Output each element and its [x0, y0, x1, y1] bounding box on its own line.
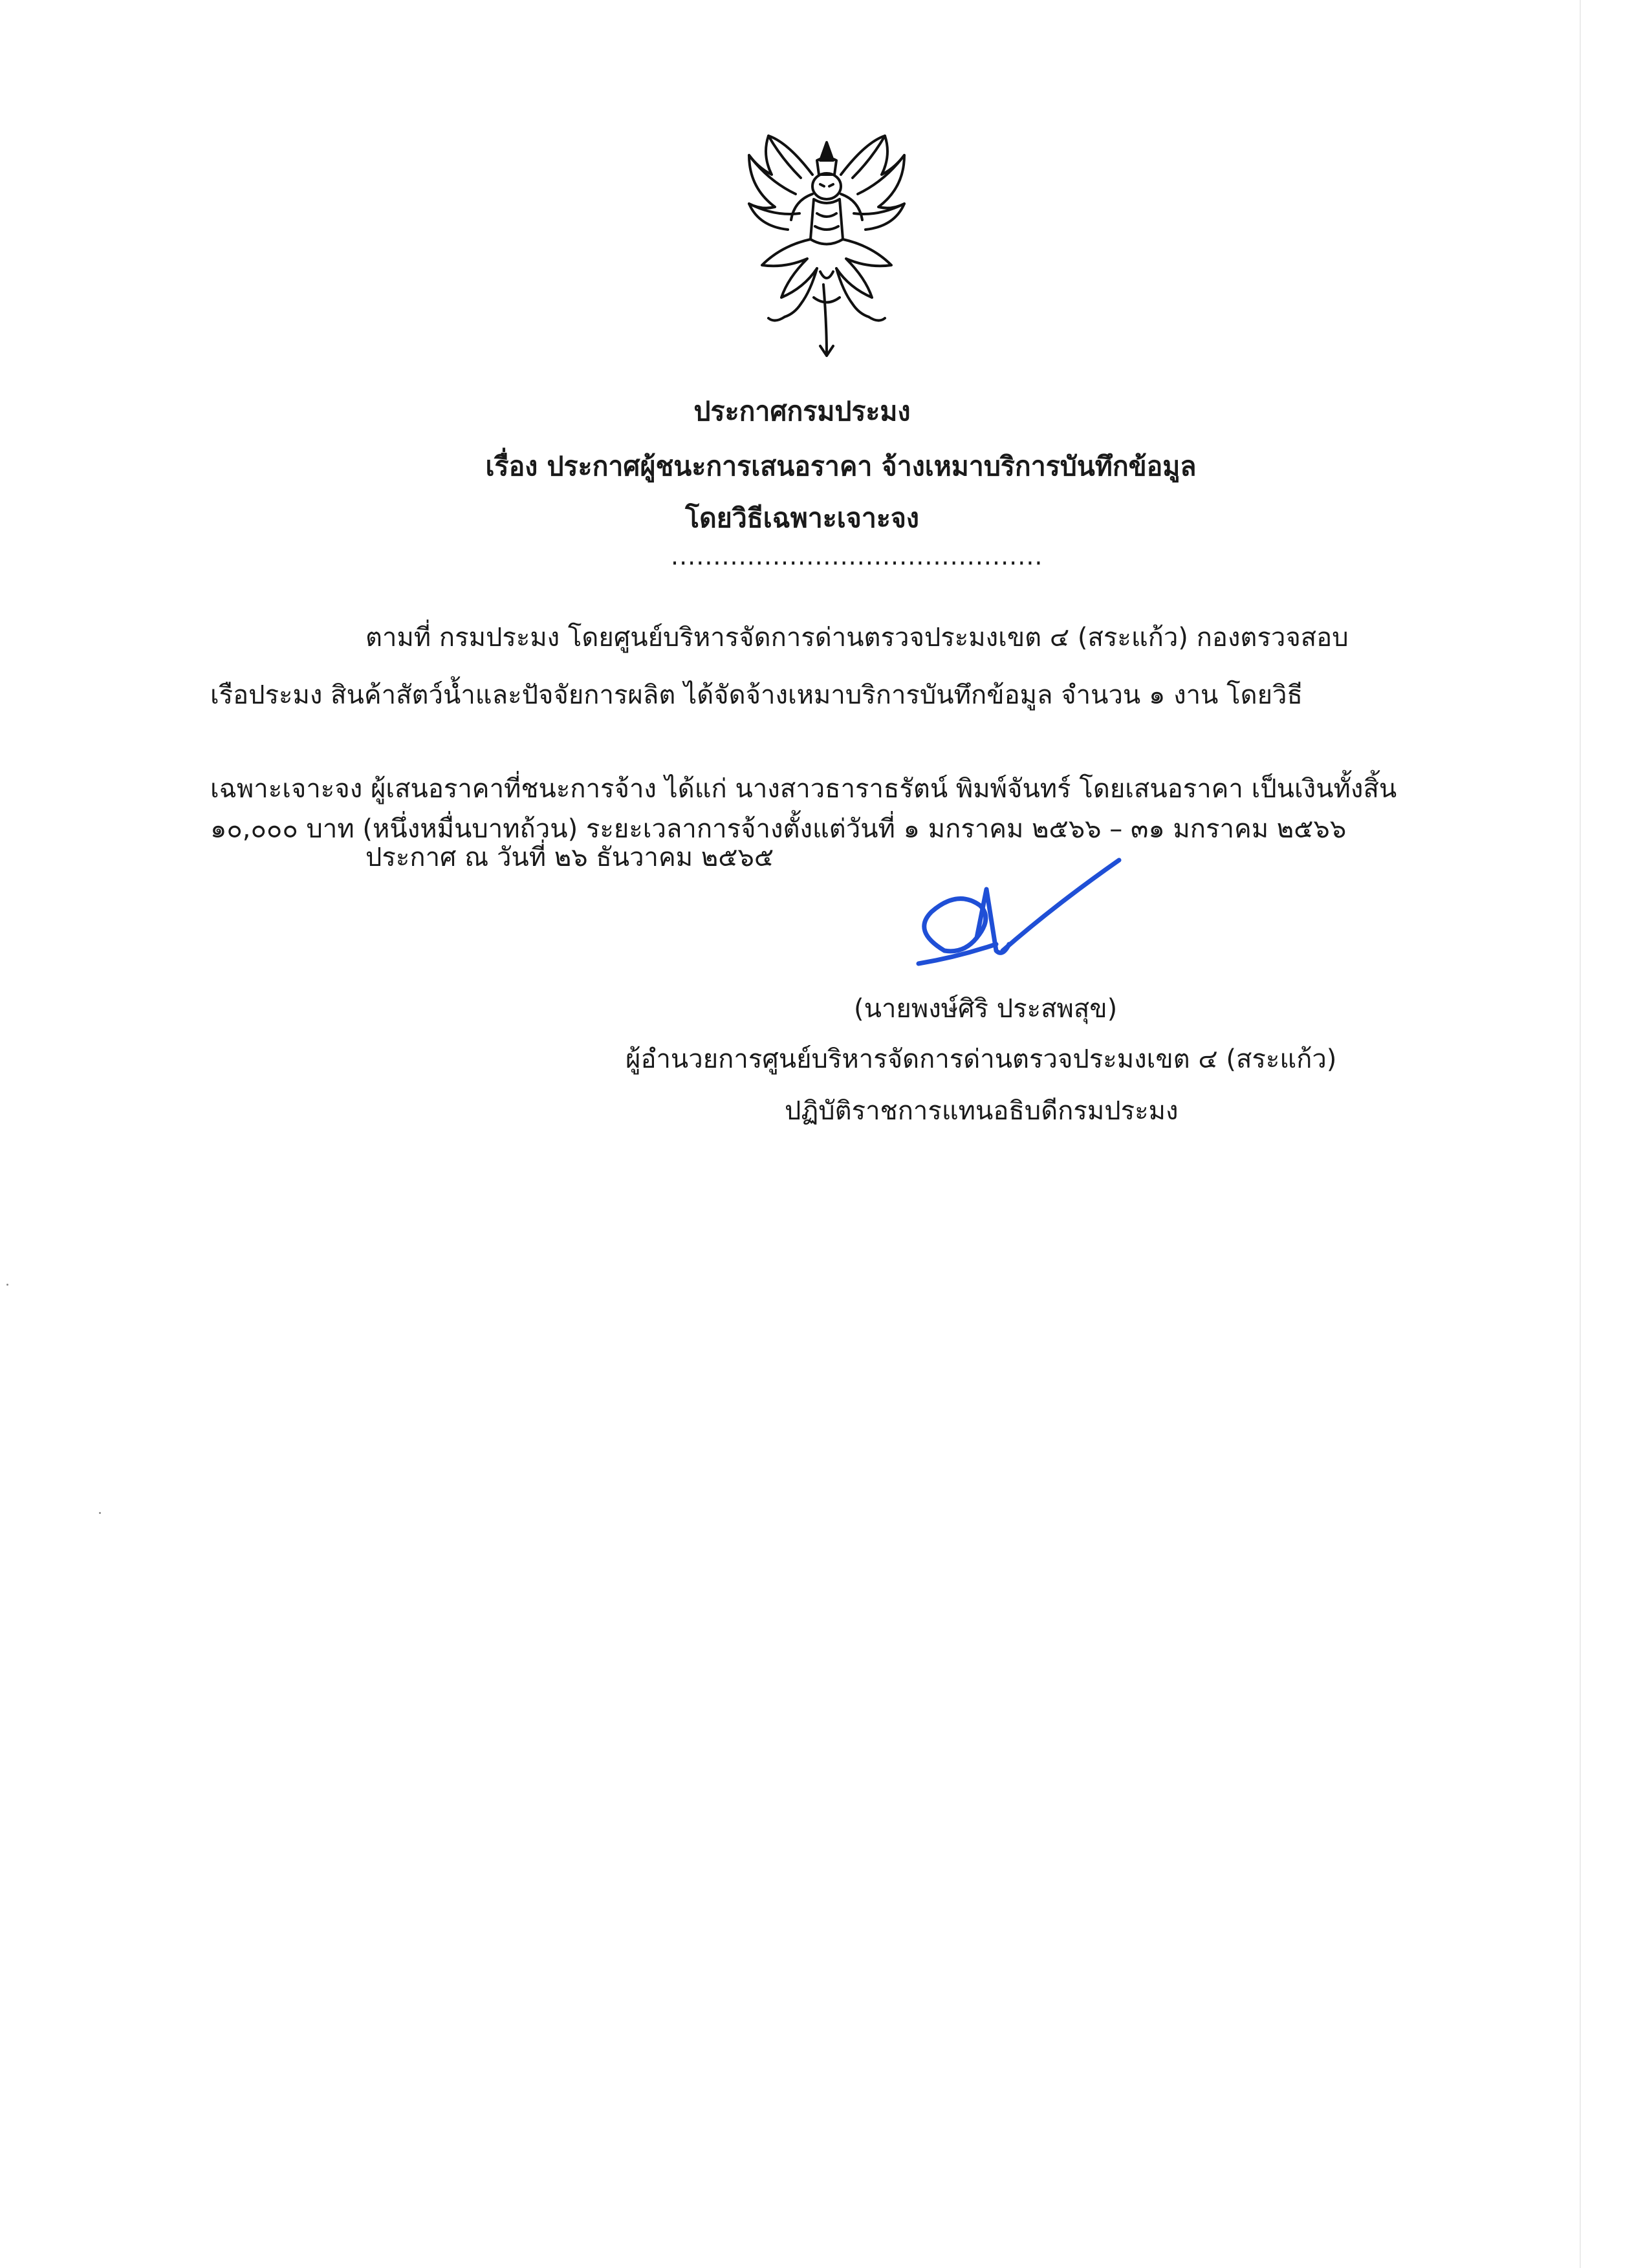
body-line: ๑๐,๐๐๐ บาท (หนึ่งหมื่นบาทถ้วน) ระยะเวลาการจ้างตั้งแต่วันที่ ๑ มกราคม ๒๕๖๖ – ๓๑ มกราคม ๒๕๖๖: [210, 814, 1347, 844]
garuda-emblem-icon: [723, 129, 930, 369]
document-title: ประกาศกรมประมง: [693, 396, 911, 427]
scan-speck: [6, 1284, 8, 1286]
signatory-position: ผู้อำนวยการศูนย์บริหารจัดการด่านตรวจประมงเขต ๔ (สระแก้ว): [626, 1044, 1337, 1074]
page-edge-line: [1580, 0, 1581, 2268]
body-line: เฉพาะเจาะจง ผู้เสนอราคาที่ชนะการจ้าง ได้แก่ นางสาวธาราธรัตน์ พิมพ์จันทร์ โดยเสนอราคา เป็นเงินทั้งสิ้น: [210, 774, 1397, 804]
announcement-date: ประกาศ ณ วันที่ ๒๖ ธันวาคม ๒๕๖๕: [365, 843, 774, 872]
scan-speck: [99, 1512, 101, 1514]
body-line: เรือประมง สินค้าสัตว์น้ำและปัจจัยการผลิต ได้จัดจ้างเหมาบริการบันทึกข้อมูล จำนวน ๑ งาน โดยวิธี: [210, 680, 1303, 710]
separator-dots: ............................................: [671, 542, 1043, 570]
handwritten-signature: [906, 854, 1138, 977]
document-subject: เรื่อง ประกาศผู้ชนะการเสนอราคา จ้างเหมาบริการบันทึกข้อมูล: [485, 451, 1197, 482]
signatory-name: (นายพงษ์ศิริ ประสพสุข): [854, 994, 1118, 1024]
signatory-acting-for: ปฏิบัติราชการแทนอธิบดีกรมประมง: [785, 1096, 1179, 1126]
body-line: ตามที่ กรมประมง โดยศูนย์บริหารจัดการด่านตรวจประมงเขต ๔ (สระแก้ว) กองตรวจสอบ: [365, 623, 1349, 653]
procurement-method: โดยวิธีเฉพาะเจาะจง: [685, 502, 919, 534]
